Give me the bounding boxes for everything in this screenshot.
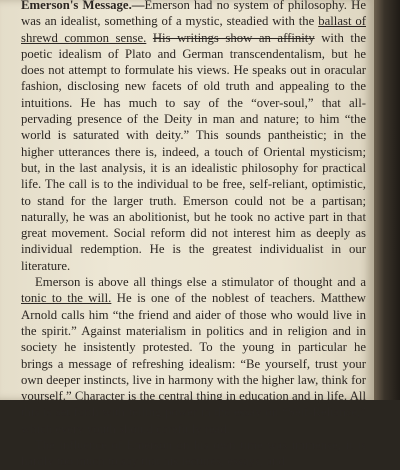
paragraph-emersons-message <box>21 0 366 274</box>
paragraph-influence <box>21 437 366 470</box>
text-run: Emerson is above all things else a stimulator of thought and a <box>35 275 366 290</box>
text-run: Emerson had no system of philosophy. He was an idealist, something of a mystic, steadied with the <box>21 0 366 29</box>
text-run: The influence of Emerson on his own time was immense; it is hardly too much to say that his lectures, essays, and <box>21 438 366 469</box>
page-text <box>21 0 366 470</box>
paragraph-stimulator <box>21 274 366 437</box>
underlined-phrase: tonic to the will. <box>21 291 112 306</box>
underlined-phrase: ballast of shrewd common sense. <box>21 14 366 45</box>
struck-phrase: His writings show an affinity <box>152 30 315 45</box>
text-run: He is one of the noblest of teachers. Matthew Arnold calls him “the friend and aider of those who would live in the spirit.” Against materialism in politics and in religion and in society he insistently protested. To the young in particular he brings a message of refreshing idealism: “Be yourself, trust your own deeper instincts, live in harmony with the higher law, think for yourself.” Character is the central thing in education and in life. All this is set forth with telling power in the essay on “Self-Reliance,” which every youth should carefully read. <box>21 291 367 436</box>
page-edge-shadow <box>374 0 400 400</box>
section-heading: Emerson's Message.— <box>21 0 145 12</box>
text-run: with the poetic idealism of Plato and German transcendentalism, but he does not attempt to formulate his views. He speaks out in oracular fashion, disclosing new facets of old truth and appealing to the intuitions. He has much to say of the “over-soul,” that all-pervading presence of the Deity in man and nature; to him “the world is saturated with deity.” This sounds pantheistic; in the higher utterances there is, indeed, a touch of Oriental mysticism; but, in the last analysis, it is an idealistic philosophy for practical life. The call is to the individual to be free, self-reliant, optimistic, to stand for the larger truth. Emerson could not be a partisan; naturally, he was an abolitionist, but he took no active part in that great movement. Social reform did not interest him as deeply as individual redemption. He is the greatest individualist in our literature. <box>21 30 366 273</box>
